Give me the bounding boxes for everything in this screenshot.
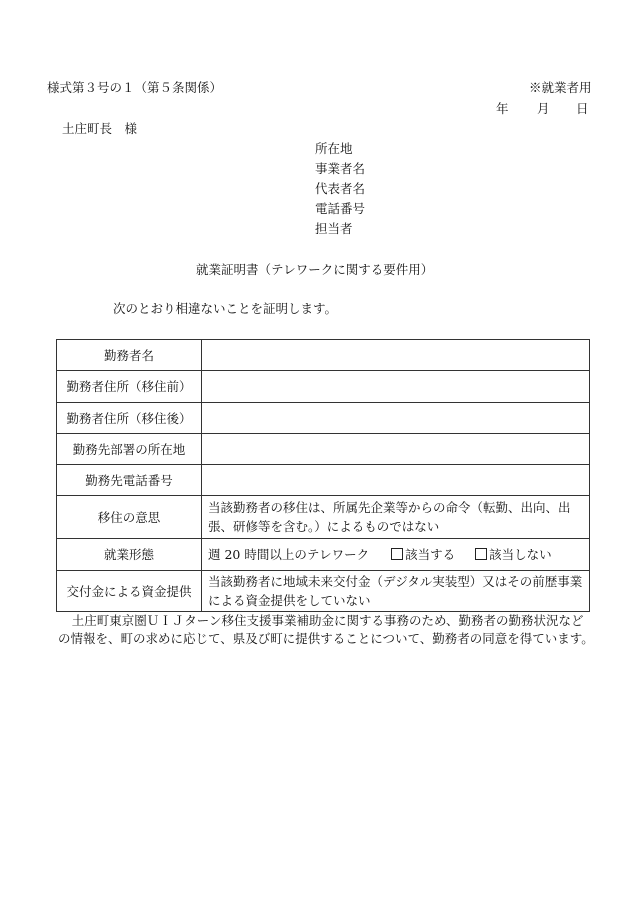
row-label: 勤務先部署の所在地 <box>57 434 202 465</box>
row-value <box>202 539 590 571</box>
row-label: 就業形態 <box>57 539 202 571</box>
row-label: 勤務者住所（移住後） <box>57 403 202 434</box>
row-value: 当該勤務者の移住は、所属先企業等からの命令（転勤、出向、出張、研修等を含む。）によるものではない <box>202 496 590 539</box>
intro-text: 次のとおり相違ないことを証明します。 <box>113 301 338 316</box>
issuer-company-label: 事業者名 <box>315 161 366 176</box>
table-row <box>57 340 590 371</box>
row-value <box>202 434 590 465</box>
consent-paragraph: 土庄町東京圏ＵＩＪターン移住支援事業補助金に関する事務のため、勤務者の勤務状況などの情報を、町の求めに応じて、県及び町に提供することについて、勤務者の同意を得ています。 <box>58 613 594 646</box>
certificate-table <box>56 339 590 612</box>
table-row <box>57 496 590 539</box>
document-title: 就業証明書（テレワークに関する要件用） <box>196 262 434 277</box>
row-label: 勤務者住所（移住前） <box>57 371 202 403</box>
addressee: 土庄町長 様 <box>62 121 138 136</box>
issuer-contact-label: 担当者 <box>315 221 353 236</box>
issuer-representative-label: 代表者名 <box>315 181 366 196</box>
date-month: 月 <box>537 101 550 116</box>
work-style-text: 週 20 時間以上のテレワーク <box>208 547 370 562</box>
checkbox-not-applicable[interactable] <box>475 548 487 560</box>
checkbox-applicable[interactable] <box>391 548 403 560</box>
table-row <box>57 434 590 465</box>
table-row <box>57 371 590 403</box>
issuer-phone-label: 電話番号 <box>315 201 366 216</box>
table-row <box>57 571 590 612</box>
row-value <box>202 465 590 496</box>
row-label: 勤務先電話番号 <box>57 465 202 496</box>
row-value <box>202 340 590 371</box>
row-label: 交付金による資金提供 <box>57 571 202 612</box>
table-row <box>57 539 590 571</box>
issuer-location-label: 所在地 <box>315 141 353 156</box>
checkbox-not-applicable-label: 該当しない <box>489 547 552 562</box>
date-day: 日 <box>576 101 589 116</box>
row-value <box>202 403 590 434</box>
copy-label: ※就業者用 <box>529 80 592 95</box>
table-row <box>57 465 590 496</box>
row-value <box>202 371 590 403</box>
form-number: 様式第３号の１（第５条関係） <box>47 80 223 95</box>
checkbox-applicable-label: 該当する <box>405 547 456 562</box>
date-year: 年 <box>496 101 509 116</box>
row-value: 当該勤務者に地域未来交付金（デジタル実装型）又はその前歴事業による資金提供をしていない <box>202 571 590 612</box>
table-row <box>57 403 590 434</box>
row-label: 移住の意思 <box>57 496 202 539</box>
row-label: 勤務者名 <box>57 340 202 371</box>
